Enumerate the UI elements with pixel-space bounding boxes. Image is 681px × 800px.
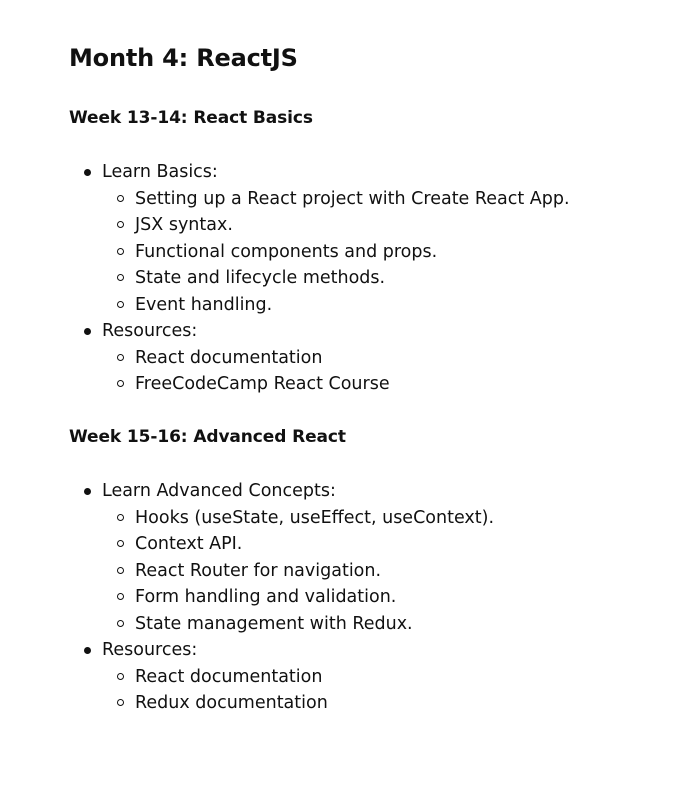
- list-item: [84, 159, 664, 186]
- sub-list-item: [84, 558, 664, 585]
- sub-list-item-text: FreeCodeCamp React Course: [135, 374, 390, 394]
- sub-list-item: [84, 611, 664, 638]
- sub-list-item: [84, 505, 664, 532]
- sub-list-item: [84, 345, 664, 372]
- sub-list-item-text: Setting up a React project with Create React App.: [135, 188, 570, 209]
- bullet-circle-icon: [117, 354, 124, 361]
- sub-list-item-text: Functional components and props.: [135, 241, 438, 262]
- bullet-dot-icon: [84, 488, 91, 495]
- bullet-circle-icon: [117, 248, 124, 255]
- sub-list-item: [84, 664, 664, 691]
- sub-list-item-text: React documentation: [135, 666, 323, 687]
- sub-list-item-text: State management with Redux.: [135, 613, 413, 634]
- section-heading-week-13-14: Week 13-14: React Basics: [69, 108, 313, 128]
- sub-list-item-text: JSX syntax.: [135, 215, 233, 235]
- bullet-circle-icon: [117, 514, 124, 521]
- bullet-circle-icon: [117, 699, 124, 706]
- bullet-circle-icon: [117, 593, 124, 600]
- bullet-circle-icon: [117, 301, 124, 308]
- bullet-circle-icon: [117, 540, 124, 547]
- section-list-week-15-16: [84, 478, 664, 717]
- bullet-circle-icon: [117, 274, 124, 281]
- bullet-dot-icon: [84, 169, 91, 176]
- section-list-week-13-14: [84, 159, 664, 398]
- list-item-label: Learn Basics:: [102, 162, 218, 182]
- sub-list-item-text: Redux documentation: [135, 693, 328, 713]
- sub-list-item: [84, 292, 664, 319]
- sub-list-item: [84, 531, 664, 558]
- sub-list-item-text: Hooks (useState, useEffect, useContext).: [135, 507, 495, 528]
- sub-list-item-text: Form handling and validation.: [135, 587, 397, 607]
- sub-list-item-text: Event handling.: [135, 294, 273, 315]
- sub-list-item: [84, 265, 664, 292]
- list-item: [84, 478, 664, 505]
- sub-list-item-text: State and lifecycle methods.: [135, 268, 386, 288]
- sub-list-item: [84, 212, 664, 239]
- sub-list-item-text: Context API.: [135, 534, 243, 554]
- list-item: [84, 318, 664, 345]
- bullet-circle-icon: [117, 620, 124, 627]
- list-item-label: Resources:: [102, 640, 198, 660]
- bullet-circle-icon: [117, 221, 124, 228]
- bullet-circle-icon: [117, 195, 124, 202]
- bullet-dot-icon: [84, 328, 91, 335]
- bullet-circle-icon: [117, 567, 124, 574]
- bullet-dot-icon: [84, 647, 91, 654]
- section-heading-week-15-16: Week 15-16: Advanced React: [69, 427, 346, 447]
- list-item-label: Resources:: [102, 321, 198, 341]
- page-title: Month 4: ReactJS: [69, 44, 298, 72]
- sub-list-item: [84, 690, 664, 717]
- sub-list-item-text: React documentation: [135, 347, 323, 368]
- bullet-circle-icon: [117, 673, 124, 680]
- list-item-label: Learn Advanced Concepts:: [102, 481, 336, 501]
- sub-list-item: [84, 584, 664, 611]
- sub-list-item-text: React Router for navigation.: [135, 560, 382, 581]
- list-item: [84, 637, 664, 664]
- bullet-circle-icon: [117, 380, 124, 387]
- sub-list-item: [84, 371, 664, 398]
- sub-list-item: [84, 186, 664, 213]
- sub-list-item: [84, 239, 664, 266]
